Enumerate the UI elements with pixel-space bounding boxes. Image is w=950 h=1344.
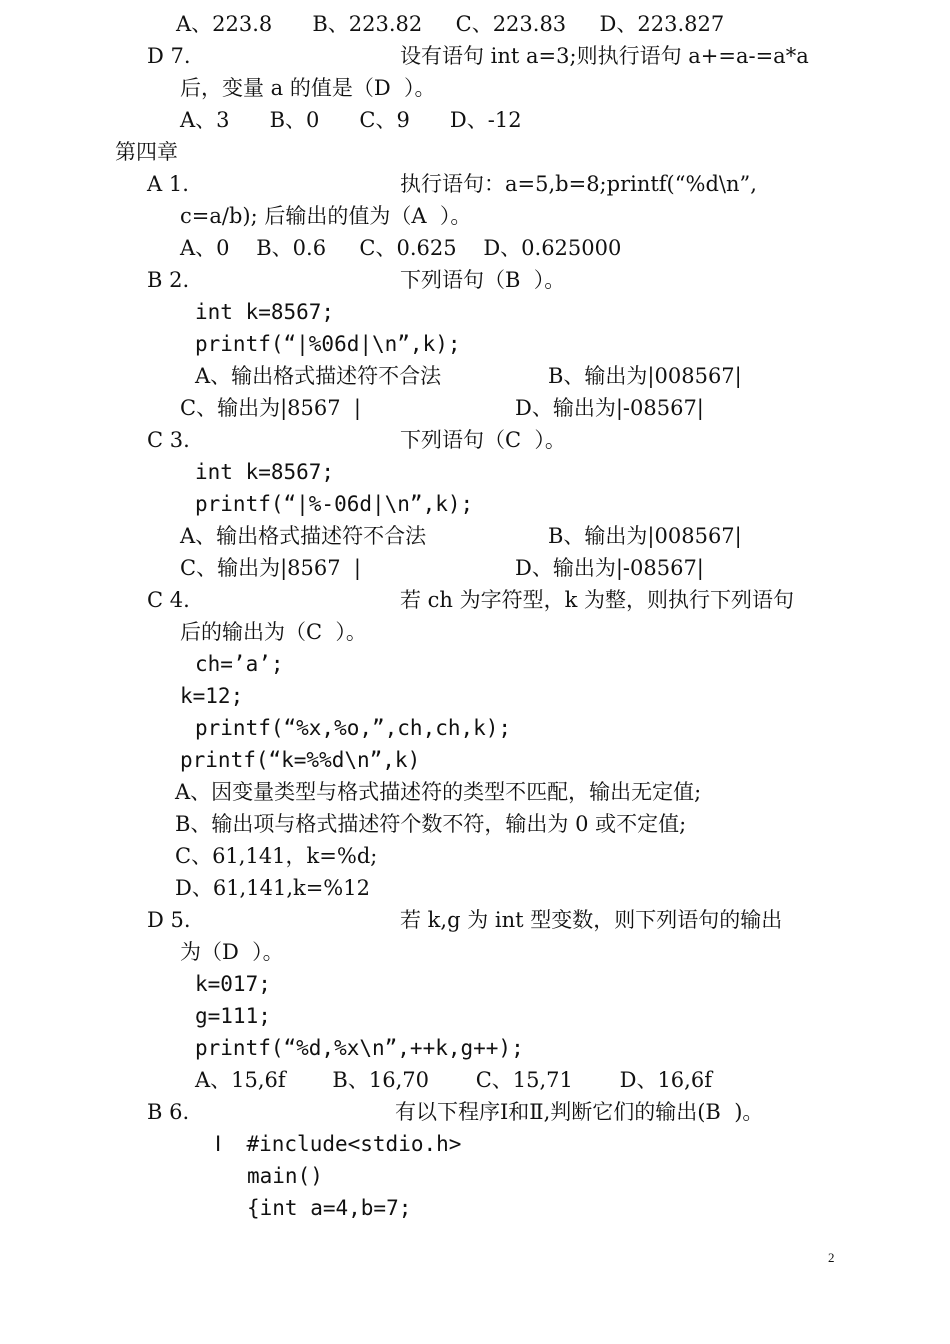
q2-stem: 下列语句（B ）。 (400, 268, 566, 292)
q1-options: A、0 B、0.6 C、0.625 D、0.625000 (180, 236, 622, 260)
q4-code-line: k=12; (180, 684, 244, 708)
q3-option-d: D、输出为|-08567| (515, 556, 704, 580)
q6-number: B 6. (147, 1100, 190, 1124)
q4-code-line: ch=’a’; (195, 652, 284, 676)
q7-number: D 7. (147, 44, 191, 68)
q4-option-b: B、输出项与格式描述符个数不符，输出为 0 或不定值; (175, 812, 687, 836)
q1-number: A 1. (147, 172, 189, 196)
q4-code-line: printf(“k=%%d\n”,k) (180, 748, 421, 772)
q6-code-line: Ⅰ #include<stdio.h> (215, 1132, 462, 1156)
q5-code-line: printf(“%d,%x\n”,++k,g++); (195, 1036, 524, 1060)
q2-option-b: B、输出为|008567| (548, 364, 742, 388)
q4-number: C 4. (147, 588, 190, 612)
q4-option-d: D、61,141,k=%12 (175, 876, 370, 900)
q2-option-c: C、输出为|8567 | (180, 396, 362, 420)
q4-code-line: printf(“%x,%o,”,ch,ch,k); (195, 716, 512, 740)
q5-number: D 5. (147, 908, 191, 932)
q5-code-line: k=017; (195, 972, 271, 996)
q3-code-line: printf(“|%-06d|\n”,k); (195, 492, 474, 516)
q3-option-b: B、输出为|008567| (548, 524, 742, 548)
q4-option-a: A、因变量类型与格式描述符的类型不匹配，输出无定值; (175, 780, 702, 804)
q2-code-line: int k=8567; (195, 300, 335, 324)
q5-code-line: g=111; (195, 1004, 271, 1028)
q3-code-line: int k=8567; (195, 460, 335, 484)
q4-stem: 若 ch 为字符型，k 为整，则执行下列语句 (400, 588, 795, 612)
q6-code-line: main() (247, 1164, 323, 1188)
q3-number: C 3. (147, 428, 190, 452)
q5-stem-cont: 为（D ）。 (180, 940, 284, 964)
q3-option-c: C、输出为|8567 | (180, 556, 362, 580)
q5-options: A、15,6f B、16,70 C、15,71 D、16,6f (195, 1068, 712, 1092)
q2-option-a: A、输出格式描述符不合法 (195, 364, 442, 388)
q4-stem-cont: 后的输出为（C ）。 (180, 620, 367, 644)
q7-options: A、3 B、0 C、9 D、-12 (180, 108, 522, 132)
q7-stem: 设有语句 int a=3;则执行语句 a+=a-=a*a (400, 44, 809, 68)
q2-code-line: printf(“|%06d|\n”,k); (195, 332, 461, 356)
q3-stem: 下列语句（C ）。 (400, 428, 566, 452)
q6-code-line: {int a=4,b=7; (247, 1196, 412, 1220)
q5-stem: 若 k,g 为 int 型变数，则下列语句的输出 (400, 908, 783, 932)
page-number: 2 (828, 1250, 835, 1265)
q2-option-d: D、输出为|-08567| (515, 396, 704, 420)
q3-option-a: A、输出格式描述符不合法 (180, 524, 427, 548)
q7-stem-cont: 后，变量 a 的值是（D ）。 (180, 76, 436, 100)
chapter-heading: 第四章 (115, 140, 178, 164)
q4-option-c: C、61,141，k=%d; (175, 844, 378, 868)
q6-stem: 有以下程序Ⅰ和Ⅱ,判断它们的输出(B )。 (395, 1100, 764, 1124)
q6-options: A、223.8 B、223.82 C、223.83 D、223.827 (176, 12, 725, 36)
q1-stem-cont: c=a/b); 后输出的值为（A ）。 (180, 204, 472, 228)
q1-stem: 执行语句：a=5,b=8;printf(“%d\n”, (400, 172, 757, 196)
q2-number: B 2. (147, 268, 190, 292)
